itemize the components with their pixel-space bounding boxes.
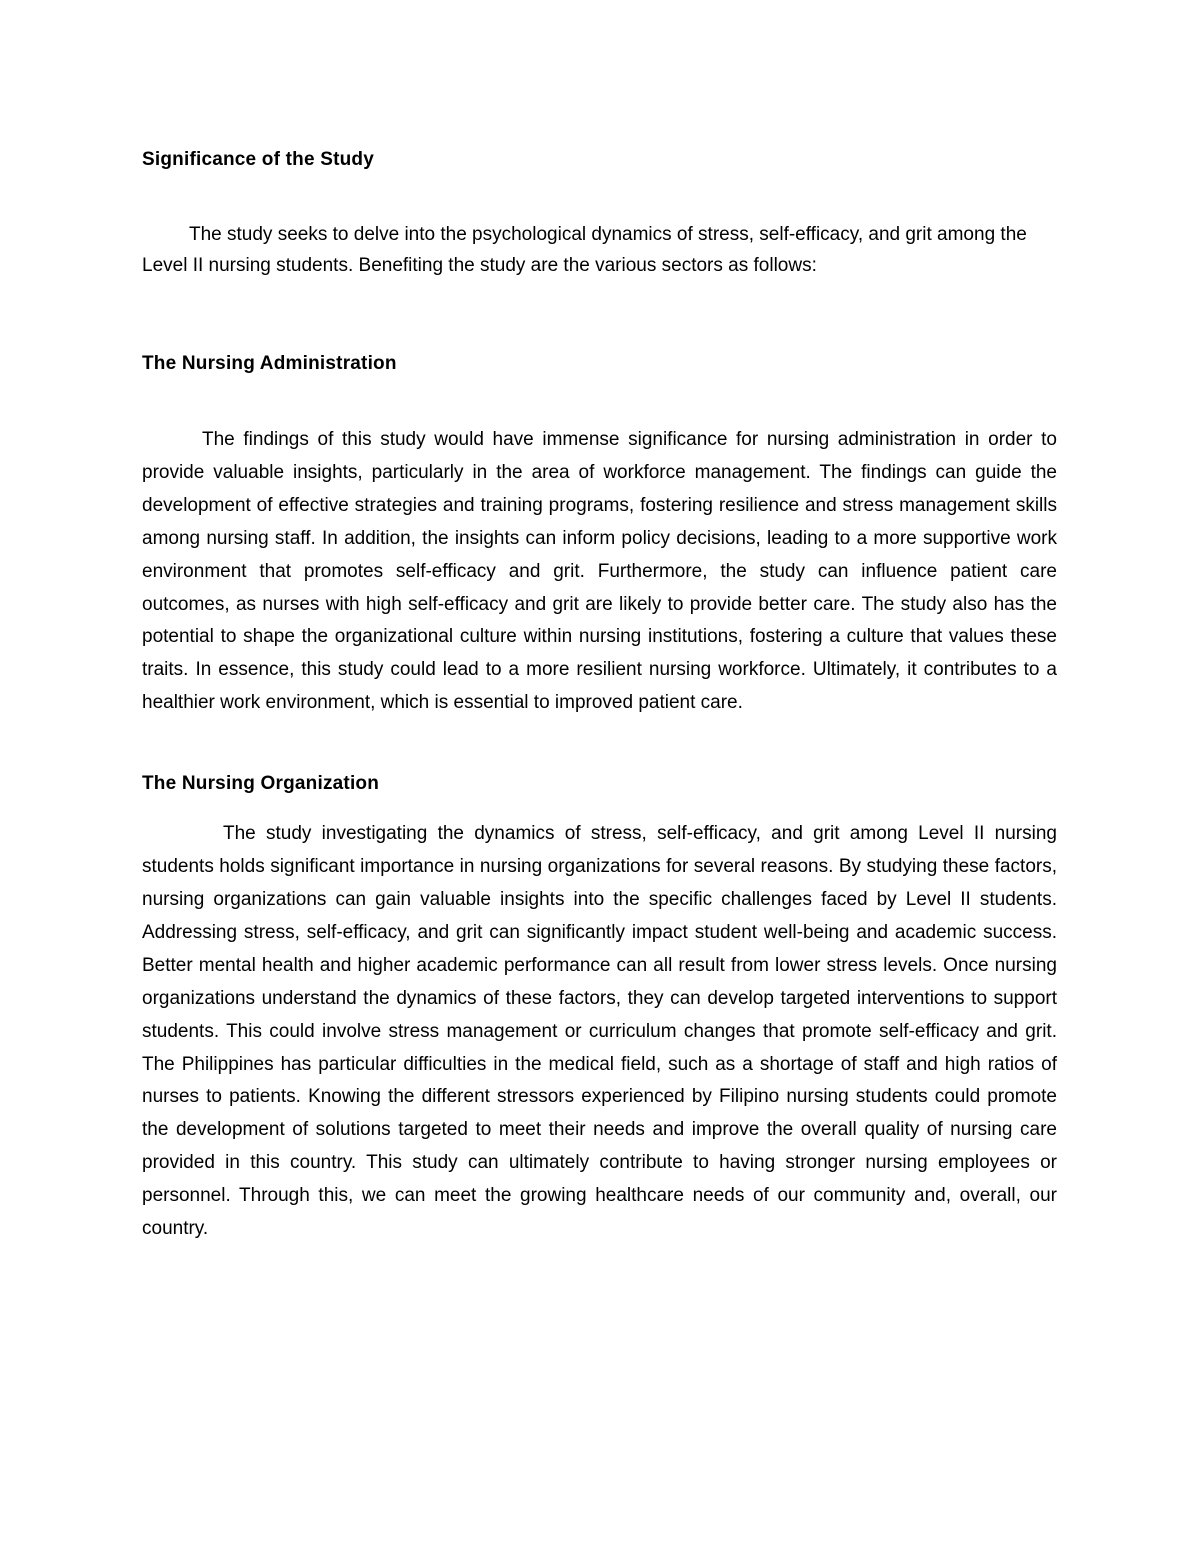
section-body-nursing-organization: The study investigating the dynamics of stress, self-efficacy, and grit among Level II nursing students holds significant importance in nursing organizations for several reasons. By studying these factors, nursing organizations can gain valuable insights into the specific challenges faced by Level II students. Addressing stress, self-efficacy, and grit can significantly impact student well-being and academic success. Better mental health and higher academic performance can all result from lower stress levels. Once nursing organizations understand the dynamics of these factors, they can develop targeted interventions to support students. This could involve stress management or curriculum changes that promote self-efficacy and grit. The Philippines has particular difficulties in the medical field, such as a shortage of staff and high ratios of nurses to patients. Knowing the different stressors experienced by Filipino nursing students could promote the development of solutions targeted to meet their needs and improve the overall quality of nursing care provided in this country. This study can ultimately contribute to having stronger nursing employees or personnel. Through this, we can meet the growing healthcare needs of our community and, overall, our country. bbox=[142, 823, 1057, 1240]
intro-paragraph: The study seeks to delve into the psychological dynamics of stress, self-efficacy, and grit among the Level II nursing students. Benefiting the study are the various sectors as follows: bbox=[142, 224, 1027, 276]
section-heading-nursing-administration: The Nursing Administration bbox=[142, 353, 397, 374]
section-heading-nursing-organization: The Nursing Organization bbox=[142, 773, 380, 795]
section-body-nursing-administration: The findings of this study would have immense significance for nursing administration in order to provide valuable insights, particularly in the area of workforce management. The findings can guide the development of effective strategies and training programs, fostering resilience and stress management skills among nursing staff. In addition, the insights can inform policy decisions, leading to a more supportive work environment that promotes self-efficacy and grit. Furthermore, the study can influence patient care outcomes, as nurses with high self-efficacy and grit are likely to provide better care. The study also has the potential to shape the organizational culture within nursing institutions, fostering a culture that values these traits. In essence, this study could lead to a more resilient nursing workforce. Ultimately, it contributes to a healthier work environment, which is essential to improved patient care. bbox=[142, 429, 1057, 714]
document-page bbox=[142, 146, 1057, 1246]
page-title: Significance of the Study bbox=[142, 149, 374, 170]
